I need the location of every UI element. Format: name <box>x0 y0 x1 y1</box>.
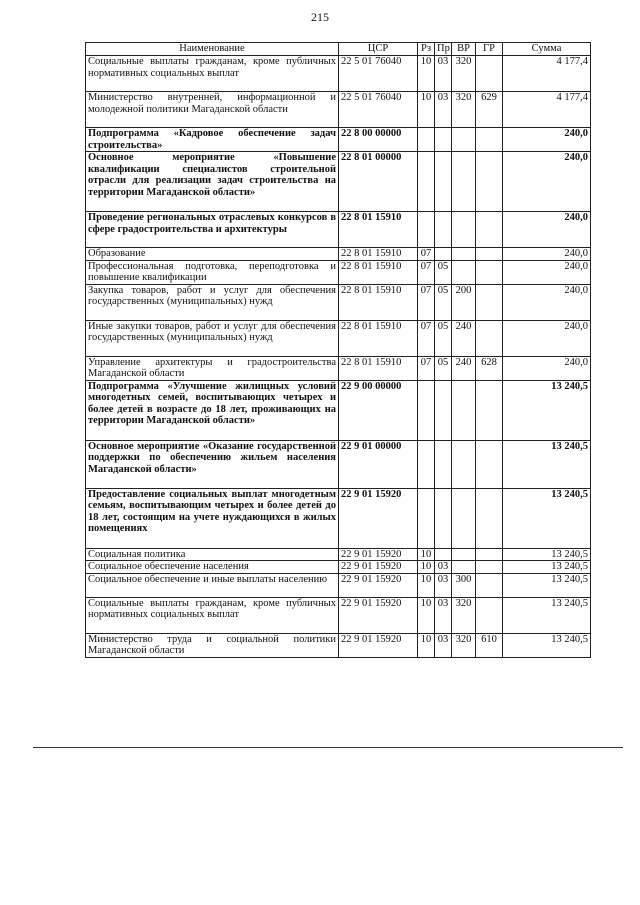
row-sum: 4 177,4 <box>503 92 591 128</box>
row-csr: 22 9 01 15920 <box>339 561 418 574</box>
row-csr: 22 8 01 15910 <box>339 356 418 380</box>
row-name: Социальные выплаты гражданам, кроме публичных нормативных социальных выплат <box>86 597 339 633</box>
table-row <box>86 152 591 212</box>
table-row <box>86 260 591 284</box>
row-name: Основное мероприятие «Оказание государственной поддержки по обеспечению жильем населения Магаданской области» <box>86 440 339 488</box>
row-pr <box>435 548 452 561</box>
row-csr: 22 9 01 15920 <box>339 488 418 548</box>
row-name: Подпрограмма «Кадровое обеспечение задач строительства» <box>86 128 339 152</box>
row-rz: 07 <box>418 320 435 356</box>
row-rz: 10 <box>418 548 435 561</box>
row-name: Основное мероприятие «Повышение квалификации специалистов строительной отрасли для реализации задач строительства на территории Магаданской области» <box>86 152 339 212</box>
row-vr: 200 <box>452 284 476 320</box>
table-row <box>86 440 591 488</box>
table-body <box>86 56 591 658</box>
row-gr <box>476 548 503 561</box>
row-name: Иные закупки товаров, работ и услуг для обеспечения государственных (муниципальных) нужд <box>86 320 339 356</box>
table-row <box>86 128 591 152</box>
row-name: Проведение региональных отраслевых конкурсов в сфере градостроительства и архитектуры <box>86 212 339 248</box>
row-gr <box>476 248 503 261</box>
row-csr: 22 9 01 15920 <box>339 573 418 597</box>
row-vr: 300 <box>452 573 476 597</box>
row-gr <box>476 260 503 284</box>
row-vr: 320 <box>452 56 476 92</box>
header-gr: ГР <box>476 43 503 56</box>
row-rz: 07 <box>418 356 435 380</box>
row-csr: 22 8 01 15910 <box>339 260 418 284</box>
row-gr <box>476 440 503 488</box>
table-row <box>86 92 591 128</box>
row-csr: 22 5 01 76040 <box>339 92 418 128</box>
row-csr: 22 8 01 15910 <box>339 320 418 356</box>
row-name: Образование <box>86 248 339 261</box>
header-name: Наименование <box>86 43 339 56</box>
row-name: Министерство труда и социальной политики Магаданской области <box>86 633 339 657</box>
row-gr <box>476 488 503 548</box>
table-row <box>86 633 591 657</box>
row-sum: 240,0 <box>503 260 591 284</box>
row-name: Социальные выплаты гражданам, кроме публичных нормативных социальных выплат <box>86 56 339 92</box>
row-vr: 240 <box>452 320 476 356</box>
row-name: Министерство внутренней, информационной и молодежной политики Магаданской области <box>86 92 339 128</box>
row-sum: 13 240,5 <box>503 633 591 657</box>
row-vr <box>452 488 476 548</box>
row-name: Профессиональная подготовка, переподготовка и повышение квалификации <box>86 260 339 284</box>
row-name: Социальное обеспечение и иные выплаты населению <box>86 573 339 597</box>
page-number: 215 <box>311 10 329 24</box>
row-gr <box>476 380 503 440</box>
header-sum: Сумма <box>503 43 591 56</box>
row-csr: 22 9 00 00000 <box>339 380 418 440</box>
row-rz <box>418 488 435 548</box>
row-sum: 13 240,5 <box>503 440 591 488</box>
row-csr: 22 8 01 00000 <box>339 152 418 212</box>
row-vr <box>452 380 476 440</box>
row-pr: 05 <box>435 356 452 380</box>
row-rz: 07 <box>418 248 435 261</box>
row-pr: 05 <box>435 284 452 320</box>
row-rz <box>418 152 435 212</box>
table-row <box>86 356 591 380</box>
row-gr <box>476 212 503 248</box>
row-vr <box>452 548 476 561</box>
row-gr <box>476 573 503 597</box>
row-sum: 13 240,5 <box>503 488 591 548</box>
table-row <box>86 561 591 574</box>
row-rz <box>418 128 435 152</box>
row-pr <box>435 440 452 488</box>
row-sum: 4 177,4 <box>503 56 591 92</box>
row-rz <box>418 440 435 488</box>
row-gr <box>476 284 503 320</box>
row-name: Управление архитектуры и градостроительства Магаданской области <box>86 356 339 380</box>
row-gr: 629 <box>476 92 503 128</box>
row-vr: 240 <box>452 356 476 380</box>
table-row <box>86 573 591 597</box>
row-vr <box>452 248 476 261</box>
row-csr: 22 8 00 00000 <box>339 128 418 152</box>
row-vr <box>452 440 476 488</box>
row-csr: 22 9 01 15920 <box>339 597 418 633</box>
row-csr: 22 8 01 15910 <box>339 248 418 261</box>
row-rz: 10 <box>418 633 435 657</box>
row-rz: 07 <box>418 284 435 320</box>
row-rz: 10 <box>418 92 435 128</box>
row-gr <box>476 152 503 212</box>
table-row <box>86 212 591 248</box>
row-rz: 10 <box>418 561 435 574</box>
row-vr <box>452 128 476 152</box>
row-vr <box>452 152 476 212</box>
row-pr <box>435 380 452 440</box>
row-pr <box>435 488 452 548</box>
row-name: Закупка товаров, работ и услуг для обеспечения государственных (муниципальных) нужд <box>86 284 339 320</box>
row-pr <box>435 212 452 248</box>
row-sum: 13 240,5 <box>503 597 591 633</box>
row-pr: 05 <box>435 260 452 284</box>
row-sum: 13 240,5 <box>503 573 591 597</box>
header-rz: Рз <box>418 43 435 56</box>
row-pr: 03 <box>435 633 452 657</box>
row-vr <box>452 212 476 248</box>
table-row <box>86 320 591 356</box>
row-rz: 10 <box>418 56 435 92</box>
row-name: Предоставление социальных выплат многодетным семьям, воспитывающим четырех и более детей до 18 лет, состоящим на учете нуждающихся в жилых помещениях <box>86 488 339 548</box>
row-pr: 05 <box>435 320 452 356</box>
table-row <box>86 56 591 92</box>
row-csr: 22 5 01 76040 <box>339 56 418 92</box>
table-row <box>86 248 591 261</box>
row-sum: 240,0 <box>503 356 591 380</box>
row-pr: 03 <box>435 92 452 128</box>
row-csr: 22 8 01 15910 <box>339 212 418 248</box>
row-csr: 22 8 01 15910 <box>339 284 418 320</box>
header-csr: ЦСР <box>339 43 418 56</box>
table-row <box>86 488 591 548</box>
row-rz: 07 <box>418 260 435 284</box>
row-name: Социальное обеспечение населения <box>86 561 339 574</box>
row-pr: 03 <box>435 573 452 597</box>
table-row <box>86 380 591 440</box>
row-sum: 240,0 <box>503 212 591 248</box>
row-gr <box>476 597 503 633</box>
row-rz: 10 <box>418 573 435 597</box>
row-vr <box>452 260 476 284</box>
row-vr <box>452 561 476 574</box>
row-csr: 22 9 01 00000 <box>339 440 418 488</box>
row-pr <box>435 128 452 152</box>
table-row <box>86 597 591 633</box>
row-sum: 13 240,5 <box>503 380 591 440</box>
row-gr <box>476 56 503 92</box>
table-header-row <box>86 43 591 56</box>
header-vr: ВР <box>452 43 476 56</box>
row-rz <box>418 380 435 440</box>
row-rz <box>418 212 435 248</box>
row-sum: 240,0 <box>503 128 591 152</box>
row-csr: 22 9 01 15920 <box>339 548 418 561</box>
row-vr: 320 <box>452 92 476 128</box>
row-gr: 628 <box>476 356 503 380</box>
row-sum: 240,0 <box>503 152 591 212</box>
header-pr: Пр <box>435 43 452 56</box>
row-rz: 10 <box>418 597 435 633</box>
row-pr: 03 <box>435 56 452 92</box>
row-gr <box>476 561 503 574</box>
row-pr <box>435 152 452 212</box>
table-row <box>86 548 591 561</box>
row-sum: 240,0 <box>503 320 591 356</box>
row-sum: 13 240,5 <box>503 561 591 574</box>
row-gr: 610 <box>476 633 503 657</box>
row-csr: 22 9 01 15920 <box>339 633 418 657</box>
row-vr: 320 <box>452 633 476 657</box>
budget-table <box>85 42 591 658</box>
row-name: Социальная политика <box>86 548 339 561</box>
row-name: Подпрограмма «Улучшение жилищных условий многодетных семей, воспитывающих четырех и более детей в возрасте до 18 лет, проживающих на территории Магаданской области» <box>86 380 339 440</box>
row-sum: 13 240,5 <box>503 548 591 561</box>
row-sum: 240,0 <box>503 284 591 320</box>
row-gr <box>476 128 503 152</box>
row-pr <box>435 248 452 261</box>
row-pr: 03 <box>435 561 452 574</box>
footer-divider <box>33 747 623 748</box>
row-vr: 320 <box>452 597 476 633</box>
row-sum: 240,0 <box>503 248 591 261</box>
row-gr <box>476 320 503 356</box>
table-row <box>86 284 591 320</box>
row-pr: 03 <box>435 597 452 633</box>
